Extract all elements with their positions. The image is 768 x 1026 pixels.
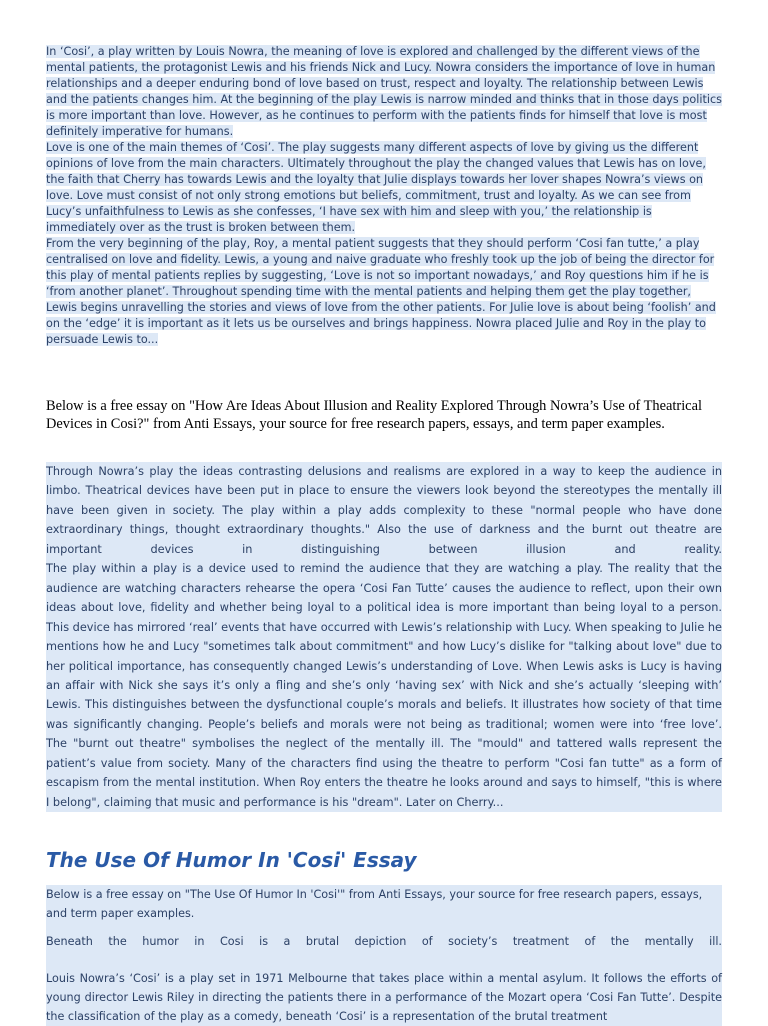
excerpt-paragraph: Louis Nowra’s ‘Cosi’ is a play set in 1971 Melbourne that takes place within a mental asylum. It follows the efforts of young director Lewis Riley in directing the patients there in a performance of the Mozart opera ‘Cosi Fan Tutte’. Despite the classification of the play as a comedy, beneath ‘Cosi’ is a representation of the brutal treatment [46,972,722,1023]
excerpt-paragraph [46,236,722,348]
excerpt-paragraph: The play within a play is a device used to remind the audience that they are watching a play. The reality that the audience are watching characters rehearse the opera ‘Cosi Fan Tutte’ causes the audience to reflect, upon their own ideas about love, fidelity and whether being loyal to a political idea is more important than being loyal to a person. This device has mirrored ‘real’ events that have occurred with Lewis’s relationship with Lucy. When speaking to Julie he mentions how he and Lucy "sometimes talk about commitment" and how Lucy’s dislike for "talking about love" due to her political importance, has consequently changed Lewis’s understanding of Love. When Lewis asks is Lucy is having an affair with Nick she says it’s only a fling and she’s only ‘having sex’ with Nick and she’s actually ‘sleeping with’ Lewis. This distinguishes between the dysfunctional couple’s morals and beliefs. It illustrates how society of that time was significantly changing. People’s beliefs and morals were not being as traditional; women were into ‘free love’. [46,562,722,731]
essay-intro-illusion-reality: Below is a free essay on "How Are Ideas About Illusion and Reality Explored Through Nowra’s Use of Theatrical Devices in Cosi?" from Anti Essays, your source for free research papers, essays, and term paper examples. [46,398,702,432]
essay-heading-humor[interactable]: The Use Of Humor In 'Cosi' Essay [46,848,417,872]
essay-excerpt-illusion-reality [46,462,722,812]
essay-excerpt-love-in-cosi [46,44,722,348]
excerpt-paragraph: Beneath the humor in Cosi is a brutal depiction of society’s treatment of the mentally ill. [46,935,722,948]
excerpt-paragraph [46,140,722,236]
excerpt-paragraph [46,44,722,140]
essay-intro-humor: Below is a free essay on "The Use Of Humor In 'Cosi'" from Anti Essays, your source for free research papers, essays, and term paper examples. [46,888,703,920]
essay-excerpt-humor [46,885,722,1026]
excerpt-paragraph: Through Nowra’s play the ideas contrasting delusions and realisms are explored in a way to keep the audience in limbo. Theatrical devices have been put in place to ensure the viewers look beyond the stereotypes the mentally ill have been given in society. The play within a play adds complexity to these "normal people who have done extraordinary things, thought extraordinary thoughts." Also the use of darkness and the burnt out theatre are important devices in distinguishing between illusion and reality. [46,465,722,556]
paragraph-text: From the very beginning of the play, Roy, a mental patient suggests that they should perform ‘Cosi fan tutte,’ a play centralised on love and fidelity. Lewis, a young and naive graduate who freshly took up the job of being the director for this play of mental patients replies by suggesting, ‘Love is not so important nowadays,’ and Roy questions him if he is ‘from another planet’. Throughout spending time with the mental patients and helping them get the play together, Lewis begins unravelling the stories and views of love from the other patients. For Julie love is about being ‘foolish’ and on the ‘edge’ it is important as it lets us be ourselves and brings happiness. Nowra placed Julie and Roy in the play to persuade Lewis to... [46,237,716,346]
paragraph-text: Love is one of the main themes of ‘Cosi’. The play suggests many different aspects of love by giving us the different opinions of love from the main characters. Ultimately throughout the play the changed values that Lewis has on love, the faith that Cherry has towards Lewis and the loyalty that Julie displays towards her lover shapes Nowra’s views on love. Love must consist of not only strong emotions but beliefs, commitment, trust and loyalty. As we can see from Lucy’s unfaithfulness to Lewis as she confesses, ‘I have sex with him and sleep with you,’ the relationship is immediately over as the trust is broken between them. [46,141,706,234]
paragraph-text: In ‘Cosi’, a play written by Louis Nowra, the meaning of love is explored and challenged by the different views of the mental patients, the protagonist Lewis and his friends Nick and Lucy. Nowra considers the importance of love in human relationships and a deeper enduring bond of love based on trust, respect and loyalty. The relationship between Lewis and the patients changes him. At the beginning of the play Lewis is narrow minded and thinks that in those days politics is more important than love. However, as he continues to perform with the patients finds for himself that love is most definitely imperative for humans. [46,45,722,138]
excerpt-paragraph: The "burnt out theatre" symbolises the neglect of the mentally ill. The "mould" and tattered walls represent the patient’s value from society. Many of the characters find using the theatre to perform "Cosi fan tutte" as a form of escapism from the mental institution. When Roy enters the theatre he looks around and says to himself, "this is where I belong", claiming that music and performance is his "dream". Later on Cherry... [46,737,722,809]
